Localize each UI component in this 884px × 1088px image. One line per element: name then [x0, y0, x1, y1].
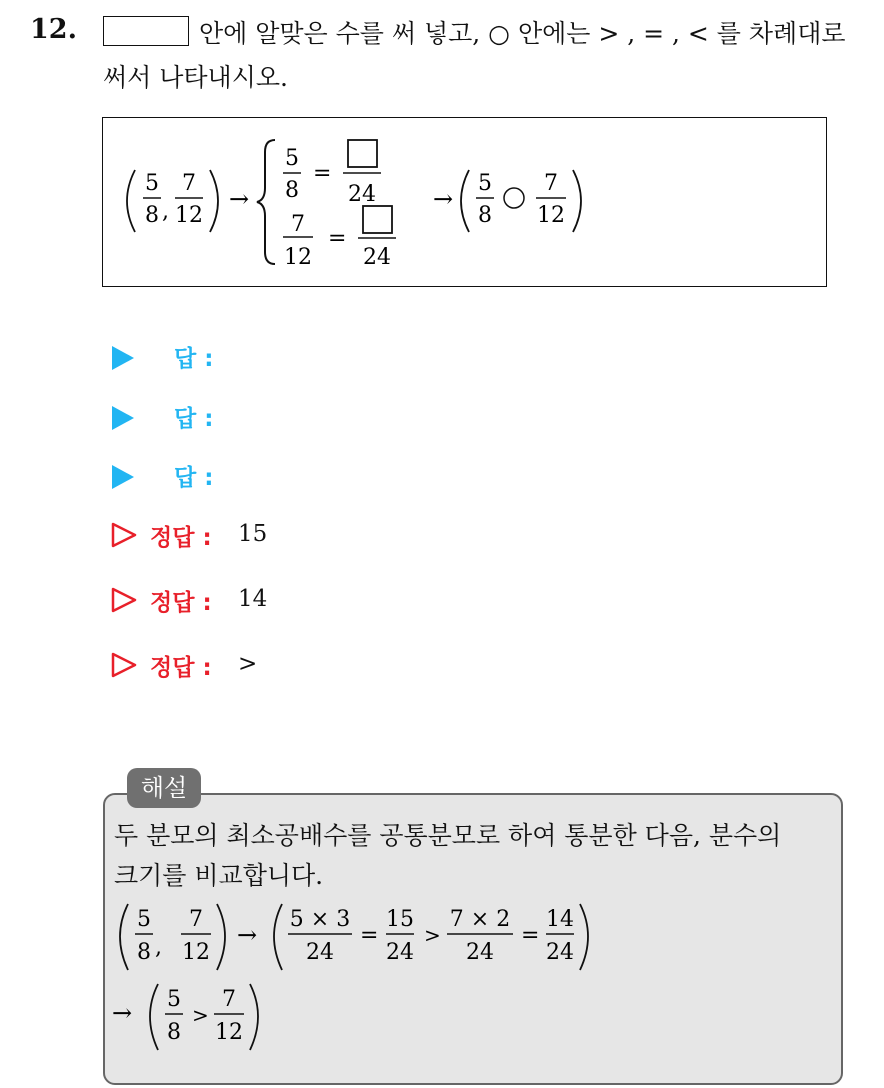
pair-comma: , [162, 199, 169, 224]
pair-num2: 7 [182, 171, 196, 196]
arrow: → [229, 185, 250, 213]
fraction-numerator: 5 [167, 987, 181, 1012]
fraction-denominator: 8 [137, 940, 151, 965]
fraction-numerator: 7 [222, 987, 236, 1012]
play-triangle-icon [112, 465, 134, 489]
solution-value: 15 [238, 521, 268, 547]
fraction-denominator: 24 [306, 940, 334, 965]
eq2-den: 12 [284, 245, 312, 270]
explanation-line1: 두 분모의 최소공배수를 공통분모로 하여 통분한 다음, 분수의 [114, 821, 782, 850]
explanation-line2: 크기를 비교합니다. [114, 861, 324, 890]
cmp-num1: 5 [478, 171, 492, 196]
outline-triangle-icon [110, 521, 138, 549]
question-number: 12. [30, 14, 77, 45]
solution-label: 정답 : [150, 590, 212, 616]
outline-triangle-icon [110, 651, 138, 679]
outline-triangle-icon [110, 586, 138, 614]
right-paren [573, 170, 581, 232]
cmp-num2: 7 [544, 171, 558, 196]
eq1-den: 8 [285, 178, 299, 203]
left-paren [461, 170, 469, 232]
fraction-denominator: 12 [182, 940, 210, 965]
cmp-den1: 8 [478, 203, 492, 228]
equals-sign: = [521, 923, 540, 948]
equals-sign: = [360, 923, 379, 948]
fraction-denominator: 12 [215, 1020, 243, 1045]
explanation-equations [110, 896, 710, 1056]
left-paren [127, 170, 135, 232]
solution-label: 정답 : [150, 655, 212, 681]
greater-than-sign: > [424, 923, 441, 947]
comma: , [155, 935, 162, 960]
right-paren [217, 904, 225, 970]
eq2-num: 7 [291, 212, 305, 237]
fraction-numerator: 15 [386, 907, 414, 932]
greater-than-sign: > [192, 1003, 209, 1027]
solution-label: 정답 : [150, 525, 212, 551]
right-paren [250, 984, 258, 1050]
pair-den1: 8 [145, 203, 159, 228]
fraction-numerator: 7 × 2 [449, 907, 511, 932]
eq1-rhs-den: 24 [348, 182, 376, 207]
play-triangle-icon [112, 406, 134, 430]
eq2-rhs-den: 24 [363, 245, 391, 270]
question-text-line1: 안에 알맞은 수를 써 넣고, ○ 안에는 > , = , < 를 차례대로 [199, 19, 846, 48]
answer-label: 답 : [174, 465, 214, 491]
equals-sign: = [313, 161, 332, 186]
eq1-num: 5 [285, 146, 299, 171]
pair-num1: 5 [145, 171, 159, 196]
fraction-numerator: 5 [137, 907, 151, 932]
solution-value: 14 [238, 586, 268, 612]
fraction-denominator: 24 [546, 940, 574, 965]
fraction-numerator: 7 [189, 907, 203, 932]
right-paren [580, 904, 588, 970]
fraction-denominator: 8 [167, 1020, 181, 1045]
left-brace [257, 140, 275, 264]
arrow: → [237, 921, 258, 949]
explanation-tab: 해설 [127, 768, 201, 808]
left-paren [120, 904, 128, 970]
right-paren [210, 170, 218, 232]
arrow: → [433, 185, 454, 213]
solution-value: > [238, 651, 258, 677]
equals-sign: = [328, 226, 347, 251]
play-triangle-icon [112, 346, 134, 370]
question-text-line2: 써서 나타내시오. [103, 63, 288, 92]
pair-den2: 12 [175, 203, 203, 228]
problem-box [102, 117, 827, 287]
eq2-blank-box [363, 206, 392, 233]
fraction-denominator: 24 [466, 940, 494, 965]
cmp-den2: 12 [537, 203, 565, 228]
fraction-numerator: 14 [546, 907, 574, 932]
arrow: → [112, 999, 133, 1027]
answer-label: 답 : [174, 406, 214, 432]
answer-label: 답 : [174, 346, 214, 372]
fraction-numerator: 5 × 3 [289, 907, 351, 932]
left-paren [274, 904, 282, 970]
left-paren [150, 984, 158, 1050]
fraction-denominator: 24 [386, 940, 414, 965]
answer-blank-box [103, 16, 189, 46]
problem-equation [103, 118, 828, 288]
eq1-blank-box [348, 140, 377, 167]
comparison-circle-blank [504, 188, 524, 208]
